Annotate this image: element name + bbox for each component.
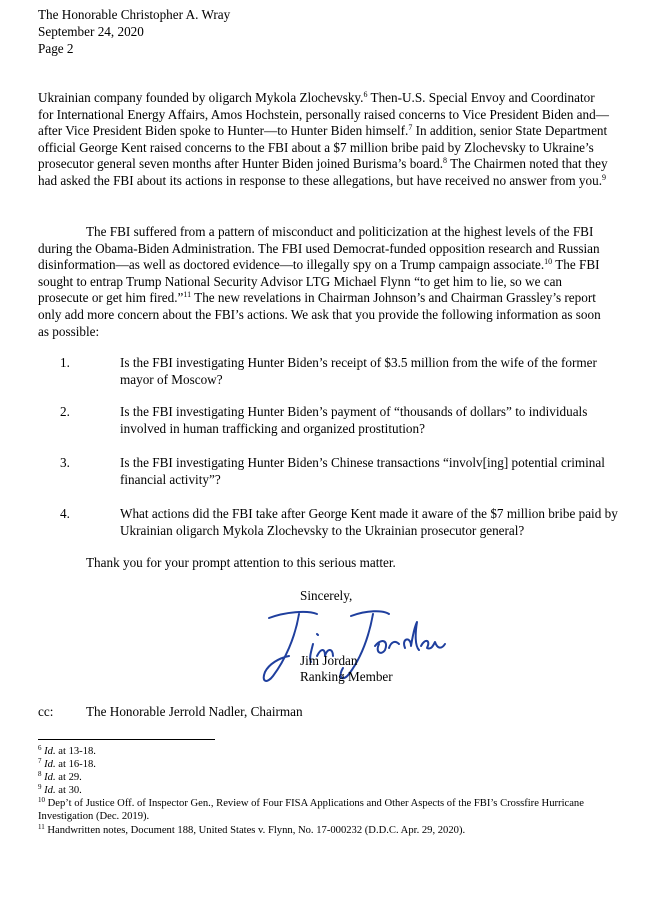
footnote xyxy=(38,772,618,785)
signatory-title: Ranking Member xyxy=(300,669,393,684)
p1-sentence-3: In addition, senior State Department official George Kent raised concerns to the FBI about a $7 million bribe paid by Zlochevsky to Ukraine’s prosecutor general seven months after Hunter Biden joined Burisma’s board. xyxy=(38,123,608,172)
cc-recipient: The Honorable Jerrold Nadler, Chairman xyxy=(86,704,303,719)
footnote-ref-7: 7 xyxy=(408,123,413,133)
footnote-text: Handwritten notes, Document 188, United States v. Flynn, No. 17-000232 (D.D.C. Apr. 29, 2020). xyxy=(44,825,466,836)
footnote xyxy=(38,798,618,824)
page-number: Page 2 xyxy=(38,41,74,56)
footnote-number: 7 xyxy=(38,757,42,765)
footnote-text: at 16-18. xyxy=(55,759,96,770)
question-number: 4. xyxy=(60,506,70,521)
question-text: Is the FBI investigating Hunter Biden’s Chinese transactions “involv[ing] potential criminal financial activity”? xyxy=(120,455,605,487)
paragraph-1 xyxy=(38,90,612,190)
footnote-number: 9 xyxy=(38,783,42,791)
p1-sentence-2: Then-U.S. Special Envoy and Coordinator for International Energy Affairs, Amos Hochstein, personally raised concerns to Vice President Biden and—after Vice President Biden spoke to Hunter—to Hunter Biden himself. xyxy=(38,90,609,139)
footnote-number: 10 xyxy=(38,796,45,804)
question-number: 3. xyxy=(60,455,70,470)
letter-date: September 24, 2020 xyxy=(38,24,144,39)
footnote-ref: Id. xyxy=(44,746,56,757)
footnote-divider xyxy=(38,739,215,740)
question-number: 2. xyxy=(60,404,70,419)
footnote-ref-11: 11 xyxy=(183,290,192,300)
footnote-text: Dep’t of Justice Off. of Inspector Gen., Review of Four FISA Applications and Other Aspects of the FBI’s Crossfire Hurricane Investigation (Dec. 2019). xyxy=(38,798,584,822)
footnote-text: at 13-18. xyxy=(55,746,96,757)
recipient-name: The Honorable Christopher A. Wray xyxy=(38,7,231,22)
footnote-ref-10: 10 xyxy=(544,257,553,267)
footnote-text: at 30. xyxy=(55,785,82,796)
p2-sentence-3: The new revelations in Chairman Johnson’s and Chairman Grassley’s report only add more concern about the FBI’s actions. We ask that you provide the following information as soon as possible: xyxy=(38,290,601,339)
closing-thanks: Thank you for your prompt attention to this serious matter. xyxy=(86,555,396,570)
footnote-number: 11 xyxy=(38,823,45,831)
footnote-ref: Id. xyxy=(44,785,56,796)
footnote-text: at 29. xyxy=(55,772,82,783)
p2-sentence-1: The FBI suffered from a pattern of misconduct and politicization at the highest levels of the FBI during the Obama-Biden Administration. The FBI used Democrat-funded opposition research and Russian disinformation—as well as doctored evidence—to illegally spy on a Trump campaign associate. xyxy=(38,224,600,273)
signatory-name: Jim Jordan xyxy=(300,653,358,668)
footnote-ref-6: 6 xyxy=(363,90,368,99)
footnote xyxy=(38,759,618,772)
footnote xyxy=(38,825,618,838)
footnote-ref: Id. xyxy=(44,772,56,783)
cc-label: cc: xyxy=(38,704,54,719)
question-text: Is the FBI investigating Hunter Biden’s receipt of $3.5 million from the wife of the former mayor of Moscow? xyxy=(120,355,597,387)
footnote xyxy=(38,746,618,759)
footnote-ref-8: 8 xyxy=(443,156,448,166)
letter-header xyxy=(38,6,230,57)
paragraph-2 xyxy=(38,224,612,340)
footnote xyxy=(38,785,618,798)
valediction: Sincerely, xyxy=(300,588,353,603)
footnote-ref: Id. xyxy=(44,759,56,770)
question-text: Is the FBI investigating Hunter Biden’s payment of “thousands of dollars” to individuals involved in human trafficking and organized prostitution? xyxy=(120,404,588,436)
question-text: What actions did the FBI take after George Kent made it aware of the $7 million bribe paid by Ukrainian oligarch Mykola Zlochevsky to the Ukrainian prosecutor general? xyxy=(120,506,618,538)
footnote-number: 6 xyxy=(38,744,42,752)
p1-sentence-1: Ukrainian company founded by oligarch Mykola Zlochevsky. xyxy=(38,90,364,105)
footnote-number: 8 xyxy=(38,770,42,778)
p2-sentence-2: The FBI sought to entrap Trump National Security Advisor LTG Michael Flynn “to get him to lie, so we can prosecute or get him fired.” xyxy=(38,257,600,306)
question-number: 1. xyxy=(60,355,70,370)
footnote-ref-9: 9 xyxy=(602,172,606,182)
p1-sentence-4: The Chairmen noted that they had asked the FBI about its actions in response to these allegations, but have received no answer from you. xyxy=(38,156,608,188)
